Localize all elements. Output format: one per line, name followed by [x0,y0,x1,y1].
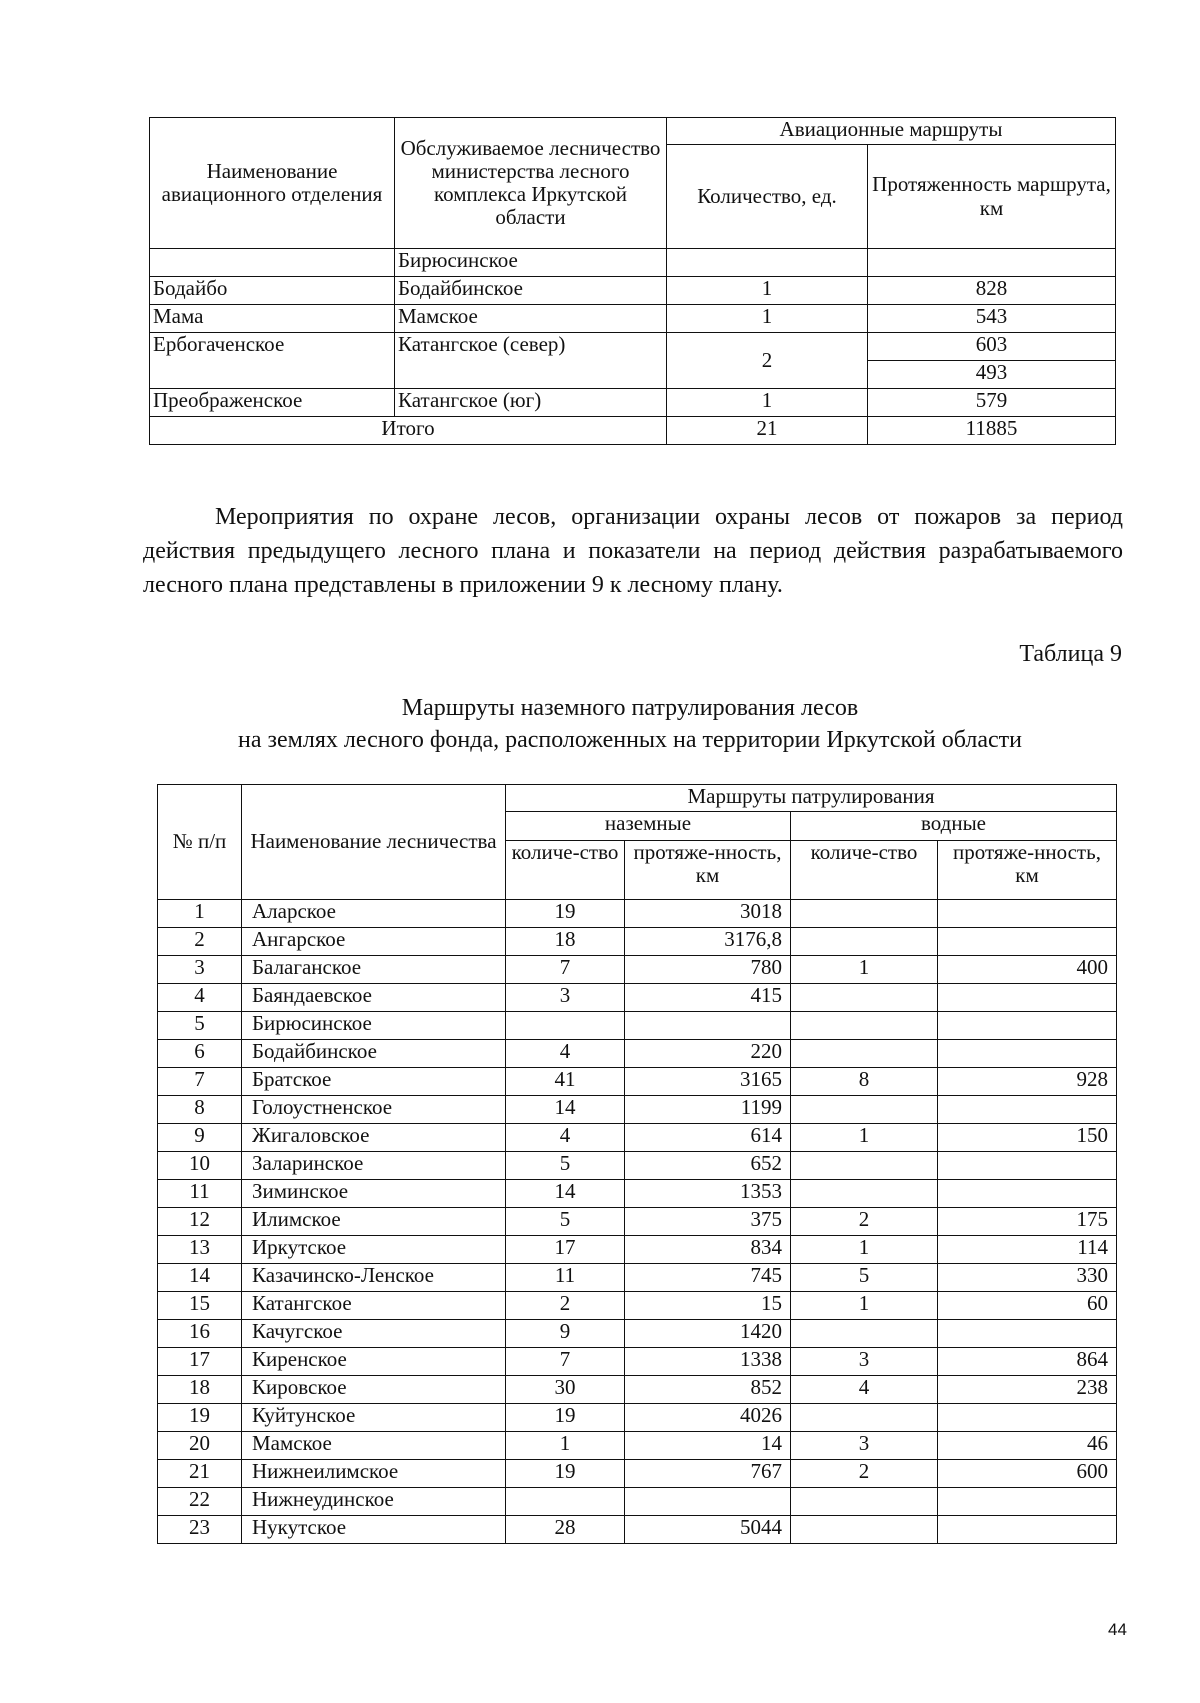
row-water-length: 114 [938,1236,1117,1264]
row-ground-count: 19 [506,1404,625,1432]
row-ground-count: 28 [506,1516,625,1544]
table-row [158,1376,1117,1404]
row-ground-count: 1 [506,1432,625,1460]
table-row [158,1236,1117,1264]
row-forestry: Киренское [242,1348,506,1376]
table-row [158,956,1117,984]
table-row [158,1516,1117,1544]
row-forestry: Баяндаевское [242,984,506,1012]
header-name: Наименование лесничества [242,785,506,900]
row-water-count: 1 [791,1292,938,1320]
table-row [158,1264,1117,1292]
row-water-count [791,984,938,1012]
row-water-length [938,1012,1117,1040]
header-name: Наименование авиационного отделения [150,118,395,249]
row-ground-count: 41 [506,1068,625,1096]
row-forestry: Илимское [242,1208,506,1236]
row-num: 14 [158,1264,242,1292]
row-water-length: 600 [938,1460,1117,1488]
row-water-length [938,1320,1117,1348]
row-water-length: 46 [938,1432,1117,1460]
row-water-length [938,900,1117,928]
row-name [150,249,395,277]
row-forestry: Кировское [242,1376,506,1404]
row-ground-length: 745 [625,1264,791,1292]
table-number: Таблица 9 [1019,641,1122,667]
row-ground-length: 4026 [625,1404,791,1432]
row-name: Бодайбо [150,277,395,305]
row-water-length: 330 [938,1264,1117,1292]
row-water-length [938,1040,1117,1068]
row-length [868,249,1116,277]
row-water-length: 864 [938,1348,1117,1376]
row-forestry: Мамское [395,305,667,333]
row-length: 579 [868,389,1116,417]
row-water-count [791,1404,938,1432]
row-forestry: Катангское (юг) [395,389,667,417]
table-title [0,692,1200,756]
row-num: 19 [158,1404,242,1432]
row-ground-count: 7 [506,1348,625,1376]
row-water-count: 2 [791,1460,938,1488]
row-ground-length: 415 [625,984,791,1012]
row-num: 12 [158,1208,242,1236]
row-ground-count: 18 [506,928,625,956]
row-water-count: 8 [791,1068,938,1096]
row-ground-count: 5 [506,1208,625,1236]
row-forestry: Жигаловское [242,1124,506,1152]
table-row [158,900,1117,928]
row-ground-length: 780 [625,956,791,984]
row-name: Мама [150,305,395,333]
row-water-length: 400 [938,956,1117,984]
row-forestry: Ангарское [242,928,506,956]
row-water-count [791,900,938,928]
row-ground-count: 14 [506,1180,625,1208]
table-row [158,1040,1117,1068]
row-forestry: Голоустненское [242,1096,506,1124]
row-num: 6 [158,1040,242,1068]
header-routes: Авиационные маршруты [667,118,1116,145]
row-ground-length: 3018 [625,900,791,928]
row-water-count [791,1180,938,1208]
row-ground-length: 3176,8 [625,928,791,956]
header-water: водные [791,812,1117,841]
table-row [158,1068,1117,1096]
row-water-count: 1 [791,956,938,984]
table-row [158,1460,1117,1488]
row-ground-length: 1199 [625,1096,791,1124]
row-ground-count: 11 [506,1264,625,1292]
row-count: 2 [667,333,868,389]
row-num: 10 [158,1152,242,1180]
row-num: 2 [158,928,242,956]
row-water-count: 3 [791,1348,938,1376]
total-count: 21 [667,417,868,445]
row-name: Преображенское [150,389,395,417]
row-forestry: Бодайбинское [395,277,667,305]
row-num: 9 [158,1124,242,1152]
row-water-length: 928 [938,1068,1117,1096]
table-row [158,1208,1117,1236]
row-water-count [791,1488,938,1516]
row-water-count [791,1040,938,1068]
row-num: 5 [158,1012,242,1040]
header-forestry: Обслуживаемое лесничество министерства лесного комплекса Иркутской области [395,118,667,249]
row-forestry: Катангское [242,1292,506,1320]
row-water-length: 175 [938,1208,1117,1236]
row-water-length [938,984,1117,1012]
row-num: 11 [158,1180,242,1208]
row-ground-count: 14 [506,1096,625,1124]
row-ground-count: 19 [506,900,625,928]
row-forestry: Нижнеудинское [242,1488,506,1516]
row-water-count: 1 [791,1124,938,1152]
row-num: 1 [158,900,242,928]
table-row [158,1124,1117,1152]
row-water-length [938,928,1117,956]
row-ground-count: 17 [506,1236,625,1264]
row-num: 7 [158,1068,242,1096]
row-ground-length: 834 [625,1236,791,1264]
row-water-length [938,1180,1117,1208]
row-ground-length: 5044 [625,1516,791,1544]
row-ground-count: 5 [506,1152,625,1180]
header-water-count: количе-ство [791,841,938,900]
row-water-length [938,1488,1117,1516]
row-ground-length: 3165 [625,1068,791,1096]
row-ground-count: 19 [506,1460,625,1488]
row-water-count: 3 [791,1432,938,1460]
row-water-count: 5 [791,1264,938,1292]
row-length: 603 [868,333,1116,361]
row-num: 4 [158,984,242,1012]
row-num: 15 [158,1292,242,1320]
header-ground-length: протяже-нность, км [625,841,791,900]
table-title-line2: на землях лесного фонда, расположенных на территории Иркутской области [238,727,1022,753]
row-ground-count: 2 [506,1292,625,1320]
row-ground-length: 14 [625,1432,791,1460]
row-count [667,249,868,277]
header-water-length: протяже-нность, км [938,841,1117,900]
table-row [158,1432,1117,1460]
page-number: 44 [1108,1620,1127,1639]
table-row [158,1292,1117,1320]
row-ground-length: 220 [625,1040,791,1068]
row-forestry: Катангское (север) [395,333,667,389]
row-ground-length: 652 [625,1152,791,1180]
table-row [158,1180,1117,1208]
row-water-count: 4 [791,1376,938,1404]
row-forestry: Мамское [242,1432,506,1460]
row-count: 1 [667,305,868,333]
row-ground-length: 614 [625,1124,791,1152]
header-num: № п/п [158,785,242,900]
row-ground-count: 7 [506,956,625,984]
aviation-routes-table [149,117,1116,445]
row-forestry: Балаганское [242,956,506,984]
row-ground-length [625,1012,791,1040]
row-length: 493 [868,361,1116,389]
row-length: 543 [868,305,1116,333]
row-water-length [938,1096,1117,1124]
table-title-line1: Маршруты наземного патрулирования лесов [401,695,859,721]
row-forestry: Бирюсинское [242,1012,506,1040]
row-num: 22 [158,1488,242,1516]
row-ground-count: 4 [506,1040,625,1068]
row-forestry: Казачинско-Ленское [242,1264,506,1292]
row-length: 828 [868,277,1116,305]
row-water-count [791,1516,938,1544]
row-water-count: 2 [791,1208,938,1236]
row-water-length: 60 [938,1292,1117,1320]
row-water-length [938,1516,1117,1544]
row-ground-length: 767 [625,1460,791,1488]
row-water-count: 1 [791,1236,938,1264]
row-ground-length: 15 [625,1292,791,1320]
row-ground-count: 4 [506,1124,625,1152]
header-count: Количество, ед. [667,145,868,249]
patrol-routes-table [157,784,1117,1544]
row-num: 16 [158,1320,242,1348]
table-row [158,1404,1117,1432]
row-ground-count: 9 [506,1320,625,1348]
table-row [158,1320,1117,1348]
row-forestry: Нукутское [242,1516,506,1544]
row-forestry: Братское [242,1068,506,1096]
row-ground-count: 3 [506,984,625,1012]
row-water-count [791,1152,938,1180]
row-ground-length: 1338 [625,1348,791,1376]
row-water-count [791,1096,938,1124]
row-forestry: Заларинское [242,1152,506,1180]
total-length: 11885 [868,417,1116,445]
row-forestry: Аларское [242,900,506,928]
row-water-length [938,1404,1117,1432]
row-forestry: Бодайбинское [242,1040,506,1068]
row-num: 17 [158,1348,242,1376]
row-forestry: Бирюсинское [395,249,667,277]
row-ground-count: 30 [506,1376,625,1404]
table-row [158,1152,1117,1180]
row-ground-count [506,1012,625,1040]
row-water-count [791,1012,938,1040]
row-ground-length [625,1488,791,1516]
row-water-length: 150 [938,1124,1117,1152]
row-water-count [791,1320,938,1348]
row-num: 18 [158,1376,242,1404]
row-num: 20 [158,1432,242,1460]
table-row [158,1096,1117,1124]
header-ground: наземные [506,812,791,841]
row-count: 1 [667,277,868,305]
table-row [158,1348,1117,1376]
row-num: 3 [158,956,242,984]
header-routes: Маршруты патрулирования [506,785,1117,812]
total-label: Итого [150,417,667,445]
row-ground-length: 1420 [625,1320,791,1348]
row-num: 8 [158,1096,242,1124]
header-length: Протяженность маршрута, км [868,145,1116,249]
body-paragraph: Мероприятия по охране лесов, организации охраны лесов от пожаров за период действия предыдущего лесного плана и показатели на период действия разрабатываемого лесного плана представлены в приложении 9 к лесному плану. [143,504,1123,598]
row-num: 13 [158,1236,242,1264]
table-row [158,984,1117,1012]
row-name: Ербогаченское [150,333,395,389]
row-forestry: Иркутское [242,1236,506,1264]
row-water-length: 238 [938,1376,1117,1404]
row-forestry: Нижнеилимское [242,1460,506,1488]
row-ground-count [506,1488,625,1516]
row-ground-length: 852 [625,1376,791,1404]
row-ground-length: 375 [625,1208,791,1236]
row-water-length [938,1152,1117,1180]
row-num: 23 [158,1516,242,1544]
row-ground-length: 1353 [625,1180,791,1208]
row-forestry: Качугское [242,1320,506,1348]
table-row [158,1488,1117,1516]
row-forestry: Куйтунское [242,1404,506,1432]
header-ground-count: количе-ство [506,841,625,900]
table-row [158,1012,1117,1040]
row-forestry: Зиминское [242,1180,506,1208]
row-num: 21 [158,1460,242,1488]
row-water-count [791,928,938,956]
table-row [158,928,1117,956]
row-count: 1 [667,389,868,417]
